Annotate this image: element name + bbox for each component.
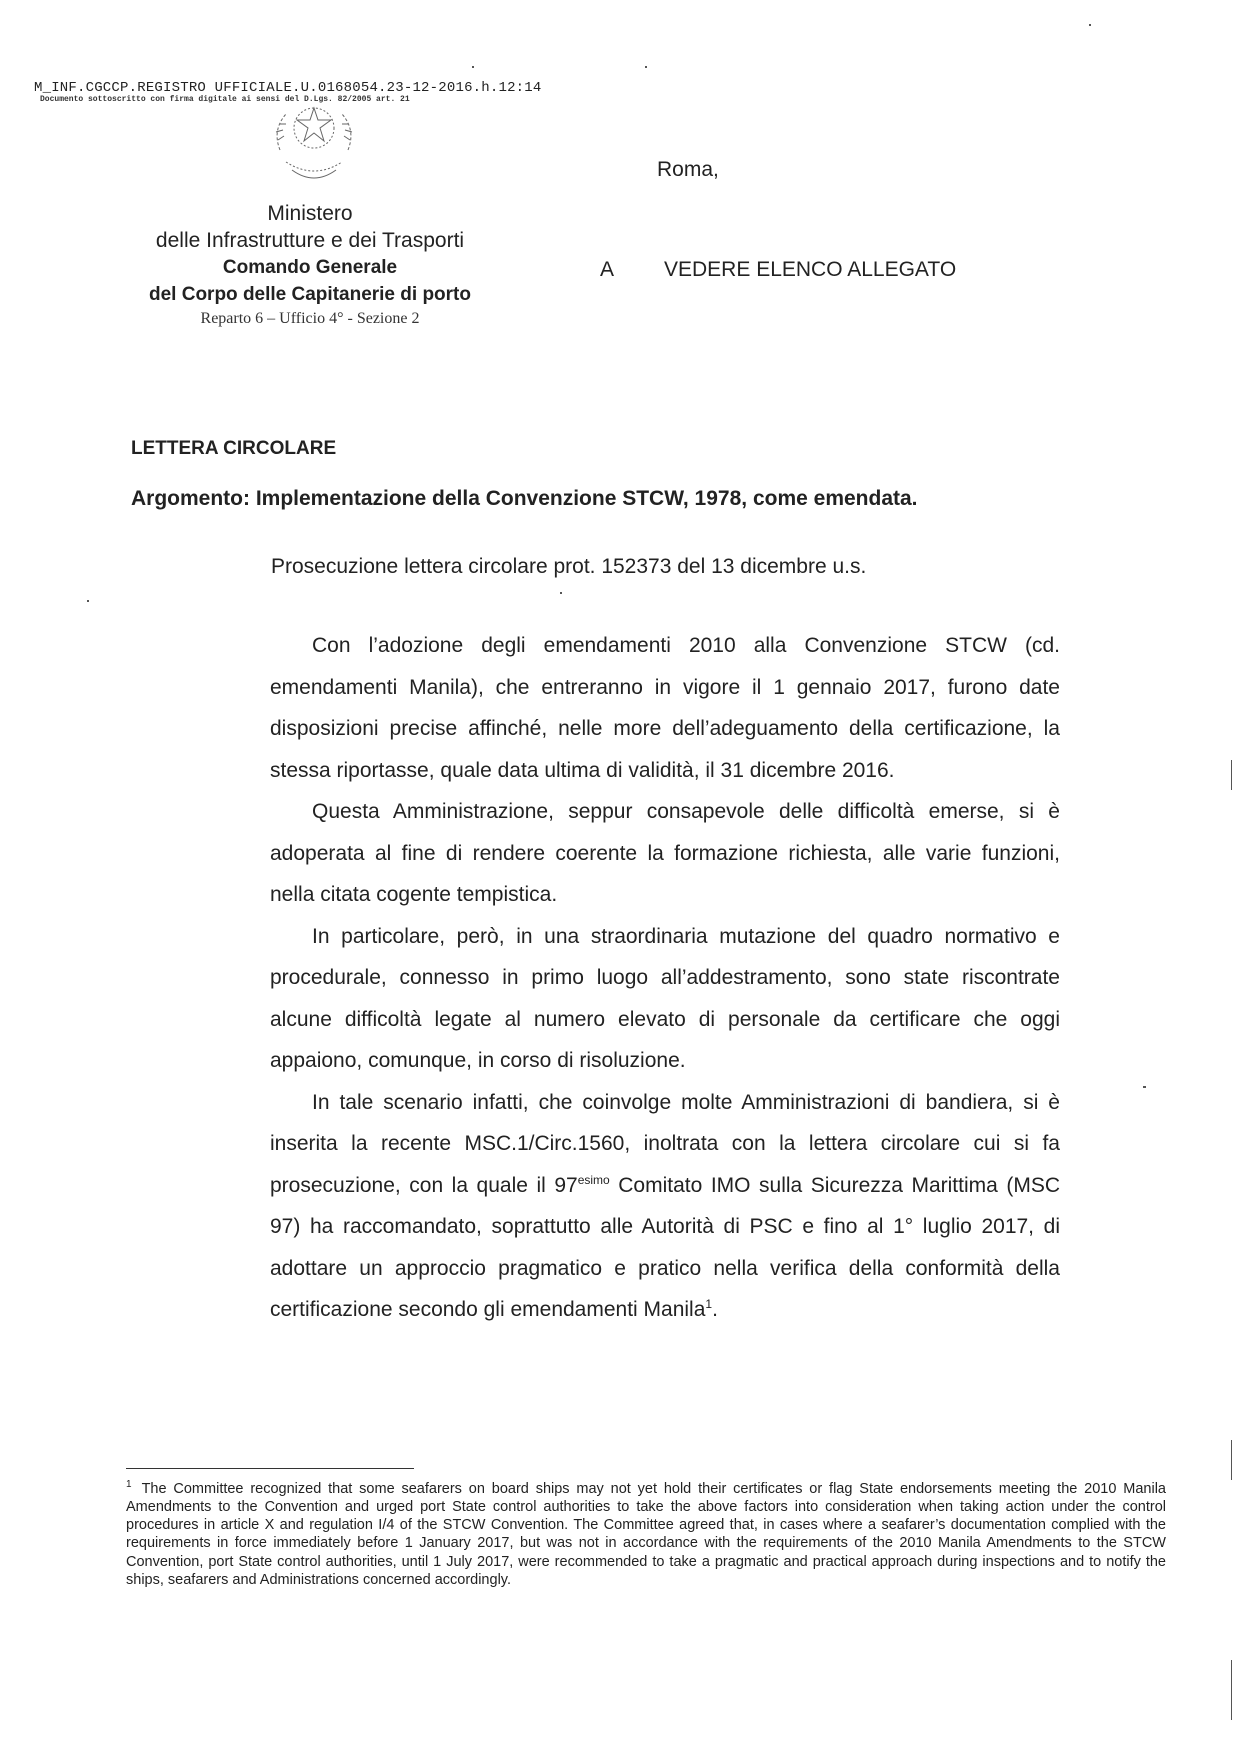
scan-speck (560, 592, 562, 594)
document-type: LETTERA CIRCOLARE (131, 438, 337, 459)
command-full-name: del Corpo delle Capitanerie di porto (149, 284, 471, 305)
body-text-part: . (712, 1298, 718, 1321)
footnote-reference: 1 (705, 1297, 713, 1311)
body-text-part: In tale scenario infatti, che coinvolge molte Amministrazioni di bandiera, si è inserita la recente MSC.1/Circ.1560, inoltrata con la lettera circolare cui si fa prosecuzione, con la quale il 97 (270, 1090, 1060, 1197)
protocol-stamp: M_INF.CGCCP.REGISTRO UFFICIALE.U.0168054.23-12-2016.h.12:14 (34, 80, 542, 96)
addressee: VEDERE ELENCO ALLEGATO (664, 258, 957, 281)
body-paragraph-imo (270, 1082, 1060, 1331)
body-paragraph: Con l’adozione degli emendamenti 2010 alla Convenzione STCW (cd. emendamenti Manila), che entreranno in vigore il 1 gennaio 2017, furono date disposizioni precise affinché, nelle more dell’adeguamento della certificazione, la stessa riportasse, quale data ultima di validità, il 31 dicembre 2016. (270, 634, 1060, 782)
body-paragraph: In particolare, però, in una straordinaria mutazione del quadro normativo e procedurale, connesso in primo luogo all’addestramento, sono state riscontrate alcune difficoltà legate al numero elevato di personale da certificare che oggi appaiono, comunque, in corso di risoluzione. (270, 924, 1060, 1072)
addressee-label: A (600, 258, 615, 281)
command-name: Comando Generale (222, 257, 398, 278)
letter-body (270, 625, 1060, 1331)
scan-speck (645, 66, 647, 68)
sender-block (100, 200, 520, 330)
subject-line: Argomento: Implementazione della Convenzione STCW, 1978, come emendata. (131, 487, 918, 510)
footnote-divider (126, 1468, 414, 1469)
department-office: Reparto 6 – Ufficio 4° - Sezione 2 (200, 310, 420, 327)
scan-speck (1231, 1440, 1232, 1480)
scan-speck (472, 66, 474, 68)
italian-republic-emblem-icon (258, 100, 370, 192)
body-paragraph: Questa Amministrazione, seppur consapevole delle difficoltà emerse, si è adoperata al fine di rendere coerente la formazione richiesta, alle varie funzioni, nella citata cogente tempistica. (270, 800, 1060, 906)
body-text-part: Comitato IMO sulla Sicurezza Marittima (MSC 97) ha raccomandato, soprattutto alle Autorità di PSC e fino al 1° luglio 2017, di adottare un approccio pragmatico e pratico nella verifica della conformità della certificazione secondo gli emendamenti Manila (270, 1173, 1061, 1321)
digital-signature-note: Documento sottoscritto con firma digitale ai sensi del D.Lgs. 82/2005 art. 21 (40, 95, 410, 104)
scan-speck (1231, 1660, 1232, 1720)
scan-speck (87, 600, 89, 602)
footnote (126, 1476, 1166, 1589)
ministry-name: Ministero (267, 202, 353, 225)
continuation-reference: Prosecuzione lettera circolare prot. 152373 del 13 dicembre u.s. (271, 555, 867, 578)
scan-speck (1089, 24, 1091, 26)
ministry-full-name: delle Infrastrutture e dei Trasporti (155, 229, 465, 252)
footnote-text: The Committee recognized that some seafarers on board ships may not yet hold their certificates or flag State endorsements meeting the 2010 Manila Amendments to the Convention and urged port State control authorities to take the above factors into consideration when taking action under the control procedures in article X and regulation I/4 of the STCW Convention. The Committee agreed that, in cases where a seafarer’s documentation complied with the requirements in force immediately before 1 January 2017, but was not in accordance with the requirements of the 2010 Manila Amendments to the STCW Convention, port State control authorities, until 1 July 2017, were recommended to take a pragmatic and practical approach during inspections and to notify the ships, seafarers and Administrations concerned accordingly. (126, 1480, 1166, 1588)
scan-speck (1143, 1086, 1146, 1088)
scan-speck (1231, 760, 1232, 790)
ordinal-superscript: esimo (577, 1172, 610, 1187)
footnote-marker: 1 (126, 1479, 132, 1490)
place-date: Roma, (657, 158, 719, 181)
